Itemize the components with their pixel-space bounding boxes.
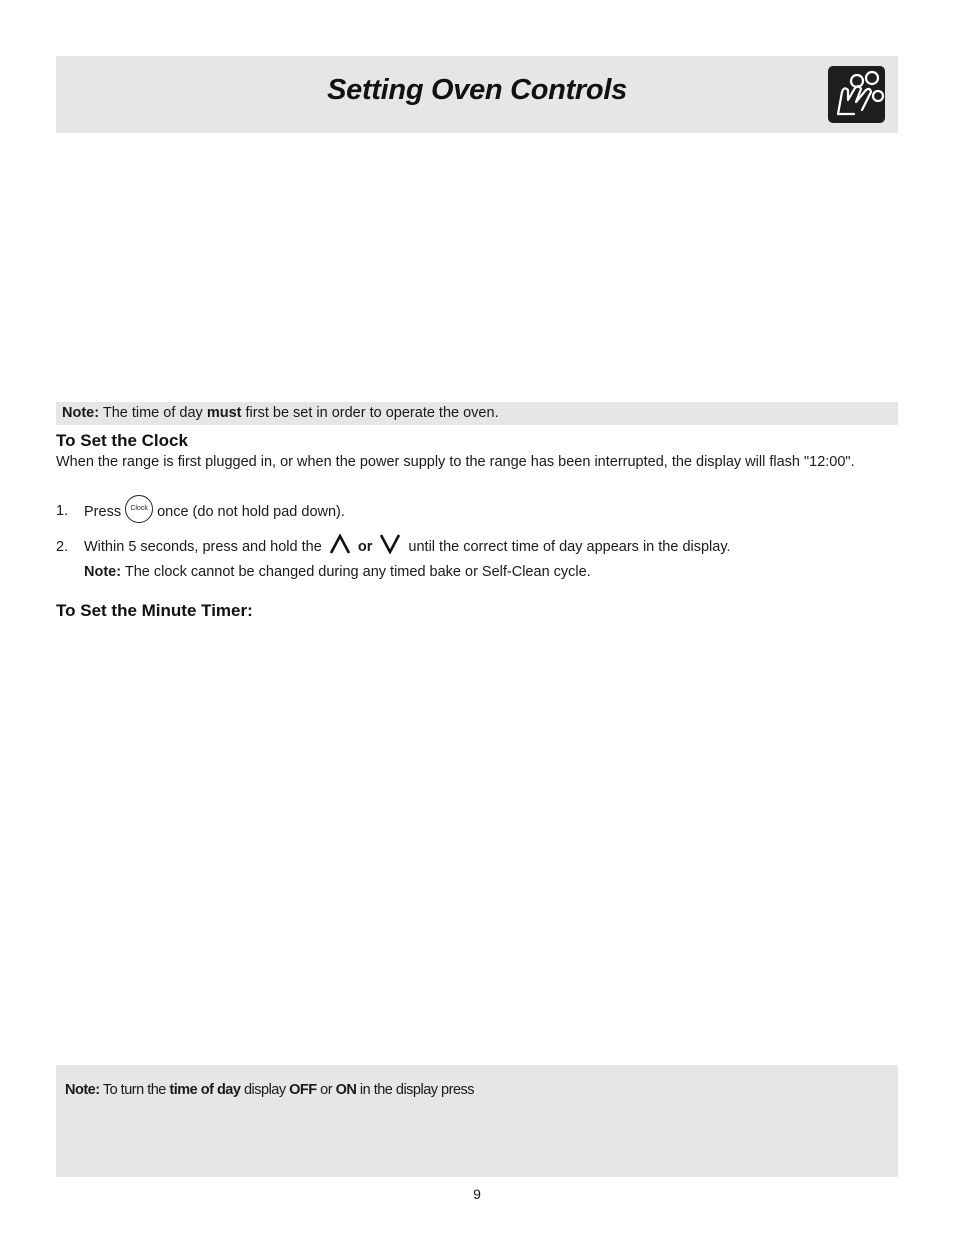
step-text-after: once (do not hold pad down). <box>157 503 345 520</box>
clock-note <box>84 563 591 582</box>
step-number: 2. <box>56 539 69 555</box>
note-display-toggle <box>56 1065 898 1177</box>
clock-note-text: The clock cannot be changed during any timed bake or Self-Clean cycle. <box>124 564 591 580</box>
note-label: Note: <box>65 1082 100 1098</box>
note-bold-on: ON <box>335 1082 357 1098</box>
step-or: or <box>357 539 373 555</box>
page-header <box>56 56 898 133</box>
step-number: 1. <box>56 503 69 519</box>
note-text: or <box>320 1082 333 1098</box>
note-bold: time of day <box>169 1082 241 1098</box>
hand-pressing-pad-icon <box>828 66 885 123</box>
step-text-before: Within 5 seconds, press and hold the <box>84 539 322 555</box>
step-text-after: until the correct time of day appears in the display. <box>408 539 731 555</box>
down-arrow-icon <box>379 534 401 554</box>
note-text-b: first be set in order to operate the oven. <box>245 405 499 421</box>
clock-intro: When the range is first plugged in, or when the power supply to the range has been interrupted, the display will flash "12:00". <box>56 454 855 470</box>
page-number: 9 <box>473 1186 481 1202</box>
up-arrow-icon <box>329 534 351 554</box>
note-text-a: The time of day <box>102 405 203 421</box>
note-text: display <box>243 1082 286 1098</box>
note-text: To turn the <box>102 1082 166 1098</box>
note-bold-must: must <box>206 405 242 421</box>
clock-heading: To Set the Clock <box>56 431 188 450</box>
note-bold-off: OFF <box>289 1082 317 1098</box>
clock-pad-icon: Clock <box>125 495 153 523</box>
page-title: Setting Oven Controls <box>327 74 627 106</box>
note-text: in the display press <box>359 1082 475 1098</box>
minute-timer-heading: To Set the Minute Timer: <box>56 601 253 620</box>
note-time-of-day <box>56 402 898 425</box>
clock-note-label: Note: <box>84 564 122 580</box>
note-label: Note: <box>62 405 100 421</box>
step-text-before: Press <box>84 503 122 520</box>
